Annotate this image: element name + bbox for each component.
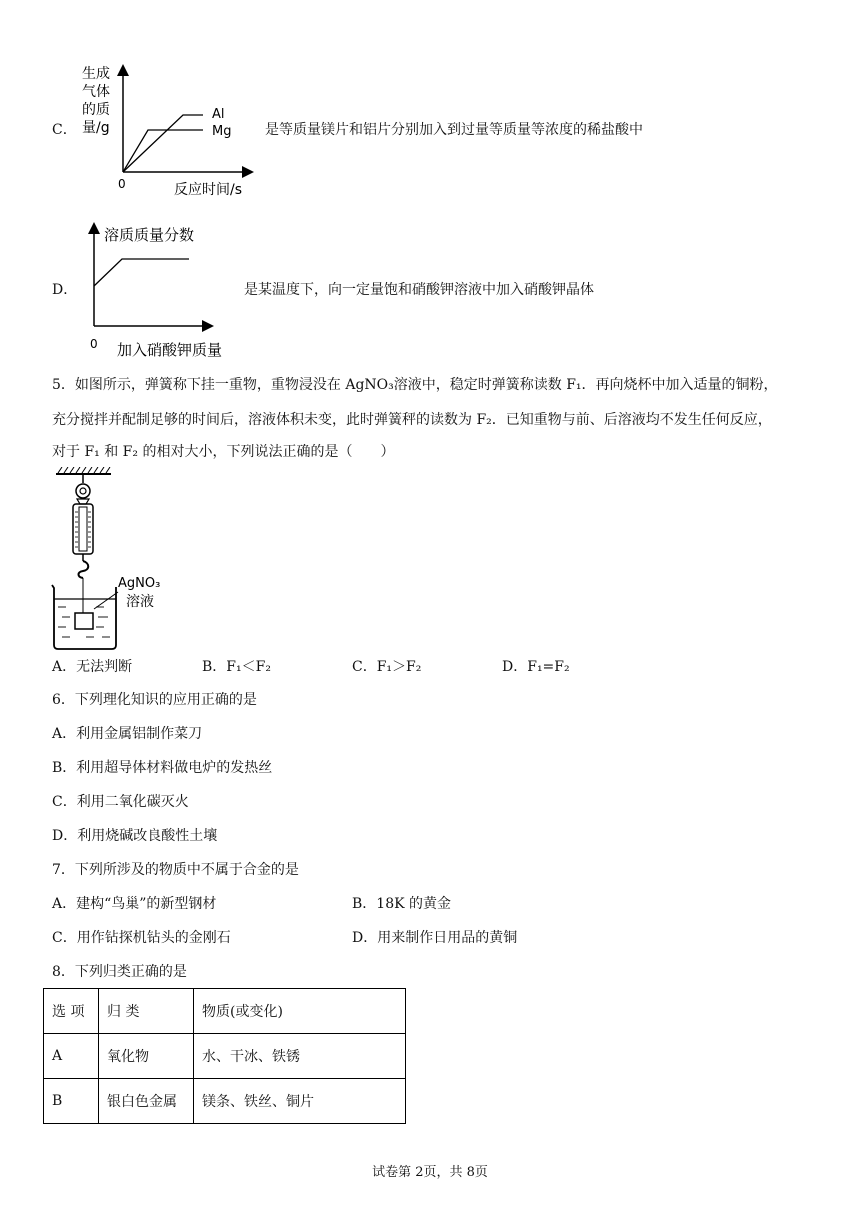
graph-solute-fraction [84, 222, 244, 360]
q6-stem: 6．下列理化知识的应用正确的是 [52, 692, 257, 708]
x-axis-label: 加入硝酸钾质量 [117, 341, 223, 359]
origin-label: 0 [90, 337, 98, 351]
q6-option-d: D．利用烧碱改良酸性土壤 [52, 828, 218, 844]
q5-option-d: D．F₁=F₂ [502, 659, 570, 675]
option-c-letter: C． [52, 122, 77, 138]
y-label-line-1: 生成 [82, 66, 110, 82]
y-axis-label: 溶质质量分数 [104, 226, 195, 244]
table-header-row [44, 989, 406, 1034]
q7-stem: 7．下列所涉及的物质中不属于合金的是 [52, 862, 299, 878]
spring-scale-body [73, 504, 93, 554]
graph-gas-mass-vs-time [78, 62, 263, 202]
q8-table [43, 988, 406, 1124]
solute-fraction-line [94, 259, 189, 286]
q8-stem: 8．下列归类正确的是 [52, 964, 187, 980]
q7-option-a: A．建构“鸟巢”的新型钢材 [52, 896, 217, 912]
q5-option-c: C．F₁＞F₂ [352, 659, 422, 675]
table-row [44, 1034, 406, 1079]
option-c-text: 是等质量镁片和铝片分别加入到过量等质量等浓度的稀盐酸中 [265, 122, 643, 138]
row-a-category: 氧化物 [99, 1034, 194, 1079]
header-option: 选 项 [44, 989, 99, 1034]
weight-block [75, 613, 93, 629]
hook [79, 561, 89, 578]
series-al-label: Al [212, 107, 225, 122]
row-a-option: A [44, 1034, 99, 1079]
q5-line-1: 5．如图所示，弹簧称下挂一重物，重物浸没在 AgNO₃溶液中，稳定时弹簧称读数 F₁．再向烧杯中加入适量的铜粉， [52, 377, 778, 393]
q5-line-3: 对于 F₁ 和 F₂ 的相对大小，下列说法正确的是（ ） [52, 444, 395, 460]
y-label-line-3: 的质 [82, 102, 110, 118]
q7-option-b: B．18K 的黄金 [352, 896, 452, 912]
row-a-substance: 水、干冰、铁锈 [194, 1034, 406, 1079]
origin-label: 0 [118, 177, 126, 191]
q6-option-a: A．利用金属铝制作菜刀 [52, 726, 203, 742]
ceiling-hatch [58, 467, 110, 473]
q6-option-b: B．利用超导体材料做电炉的发热丝 [52, 760, 273, 776]
q5-option-a: A．无法判断 [52, 659, 133, 675]
row-b-category: 银白色金属 [99, 1079, 194, 1124]
y-label-line-2: 气体 [82, 84, 110, 100]
page-footer: 试卷第 2页，共 8页 [372, 1165, 488, 1180]
y-label-line-4: 量/g [82, 120, 110, 136]
row-b-option: B [44, 1079, 99, 1124]
top-ring [76, 484, 90, 498]
solution-label-line-1: AgNO₃ [118, 576, 161, 591]
q5-line-2: 充分搅拌并配制足够的时间后，溶液体积未变，此时弹簧秤的读数为 F₂．已知重物与前、后溶液均不发生任何反应， [52, 412, 772, 428]
q6-option-c: C．利用二氧化碳灭火 [52, 794, 189, 810]
series-al-line [123, 115, 203, 172]
series-mg-label: Mg [212, 124, 232, 139]
table-row [44, 1079, 406, 1124]
spring-scale-figure [46, 467, 186, 652]
header-category: 归 类 [99, 989, 194, 1034]
q7-option-d: D．用来制作日用品的黄铜 [352, 930, 518, 946]
header-substance: 物质(或变化) [194, 989, 406, 1034]
row-b-substance: 镁条、铁丝、铜片 [194, 1079, 406, 1124]
q5-option-b: B．F₁＜F₂ [202, 659, 271, 675]
solution-label-line-2: 溶液 [126, 594, 154, 610]
series-mg-line [123, 130, 203, 172]
x-axis-label: 反应时间/s [174, 182, 243, 198]
q7-option-c: C．用作钻探机钻头的金刚石 [52, 930, 231, 946]
option-d-letter: D． [52, 282, 78, 298]
option-d-text: 是某温度下，向一定量饱和硝酸钾溶液中加入硝酸钾晶体 [244, 282, 594, 298]
